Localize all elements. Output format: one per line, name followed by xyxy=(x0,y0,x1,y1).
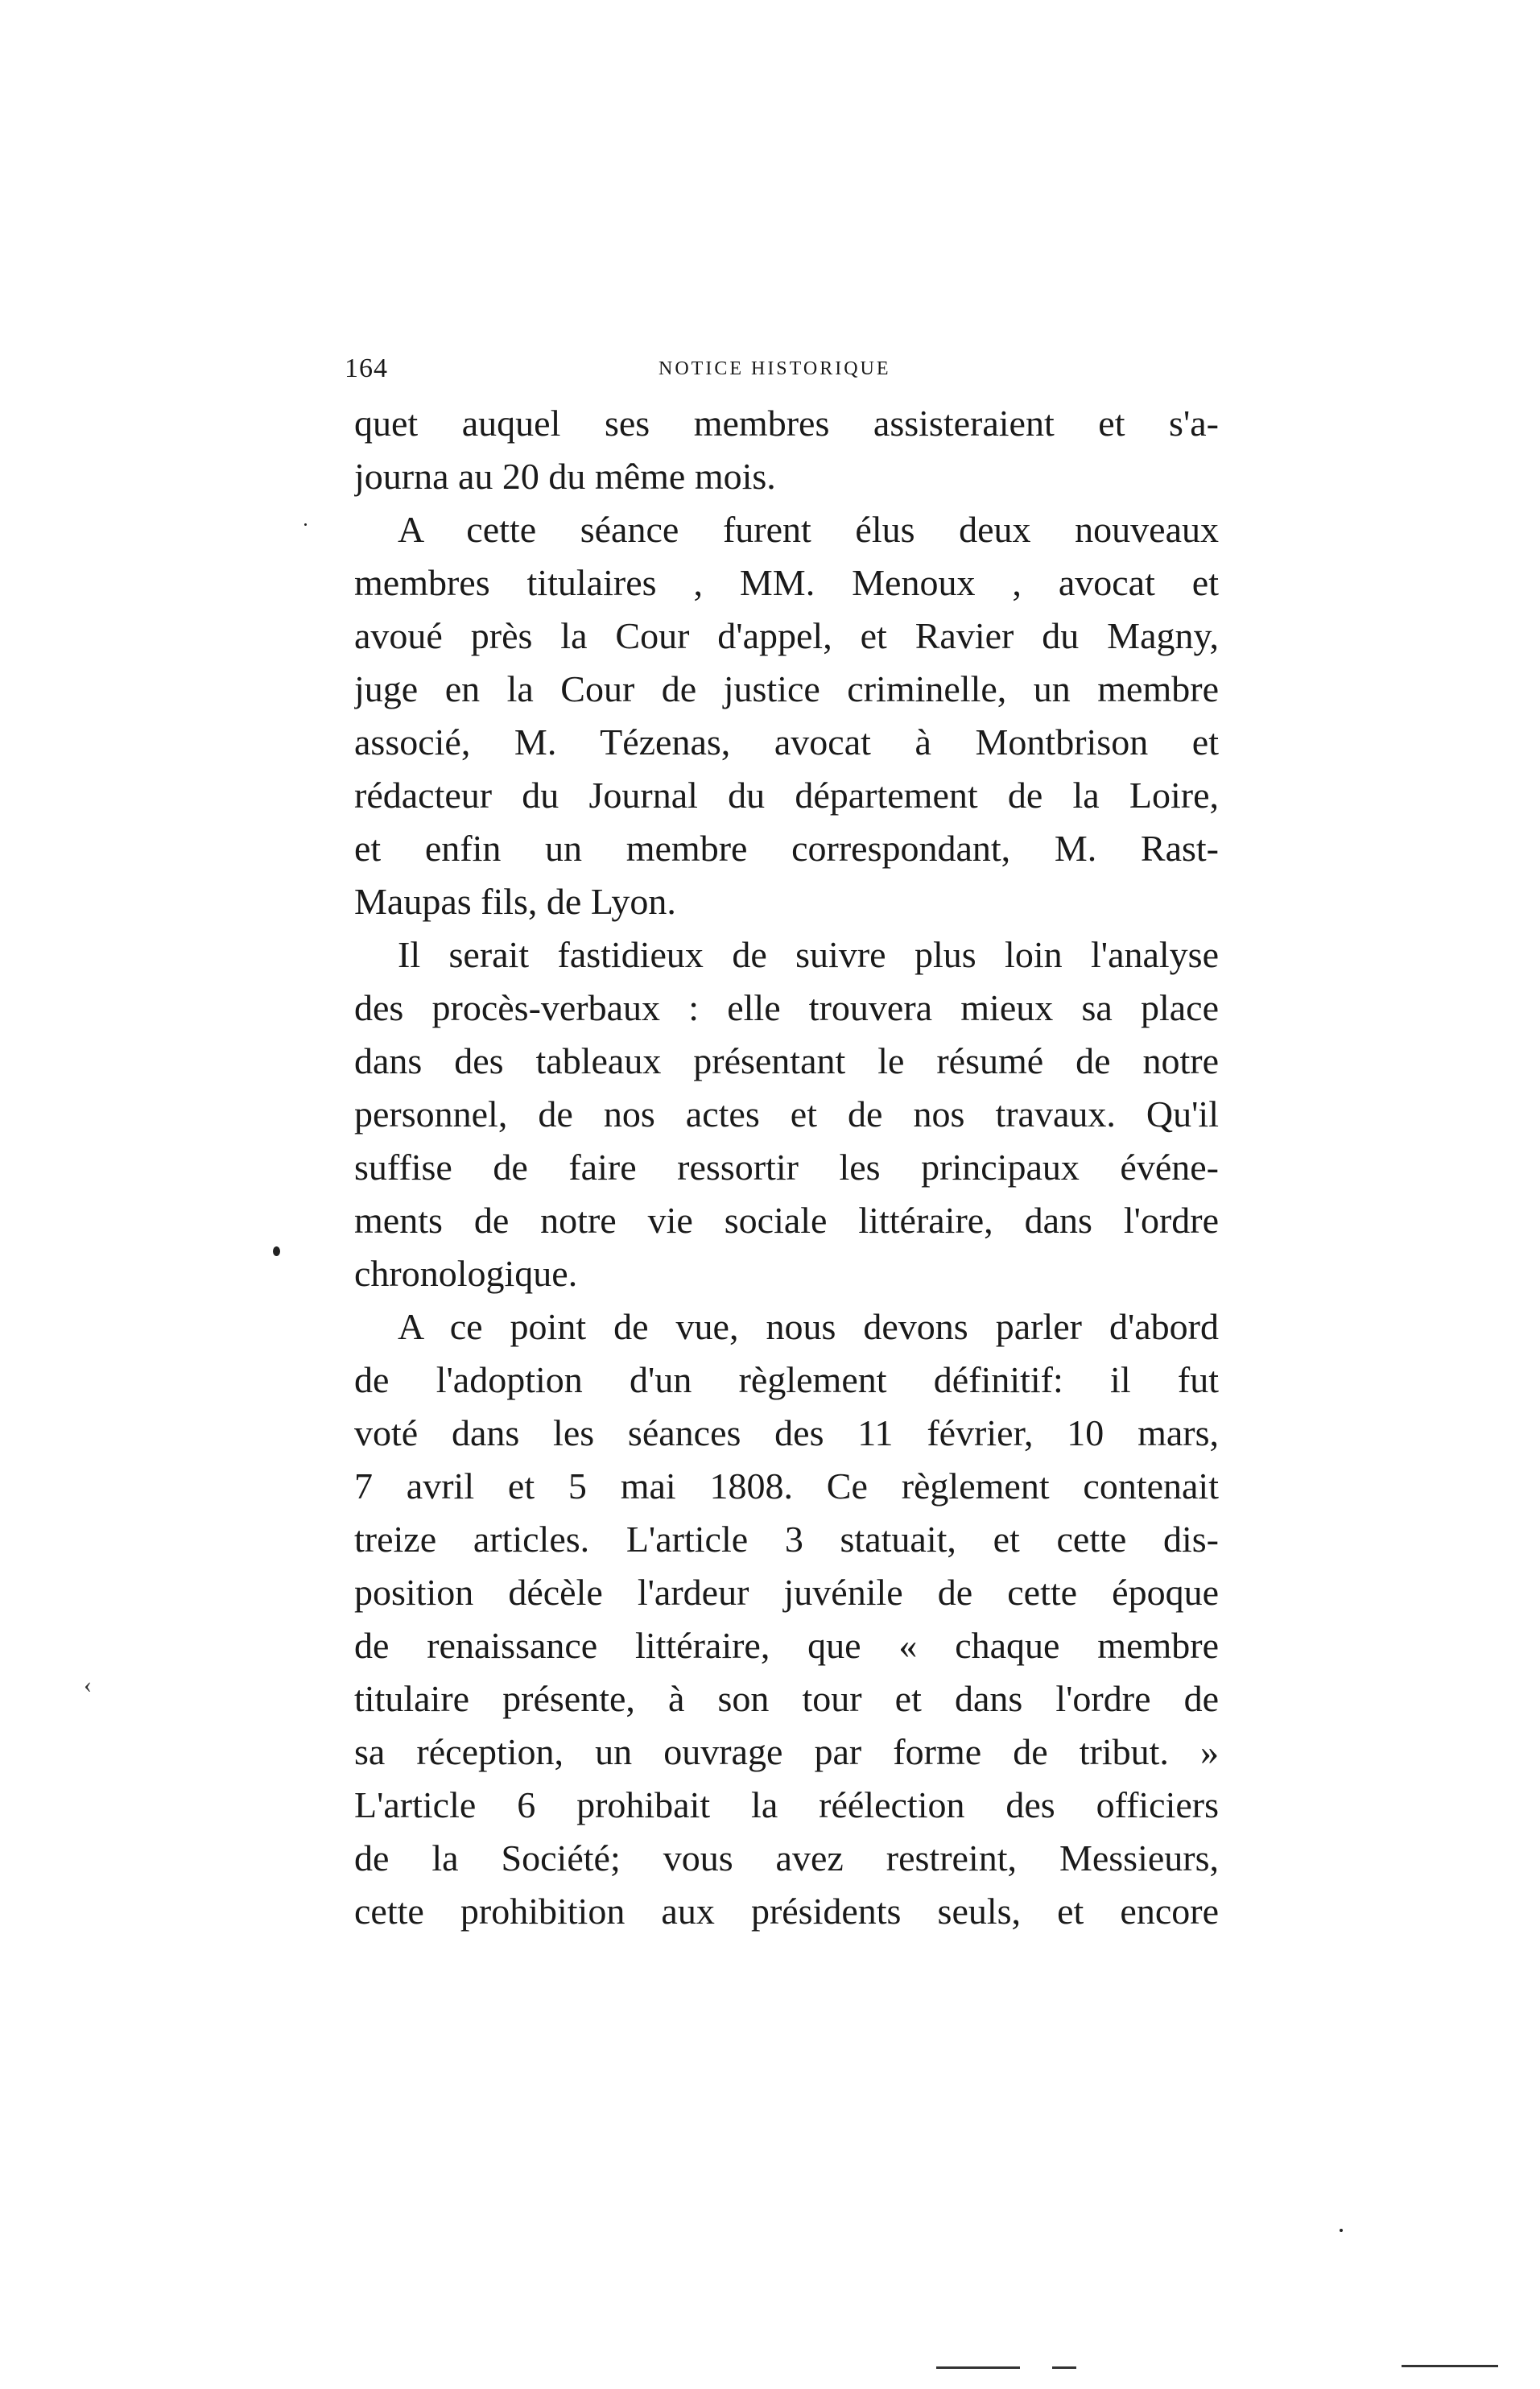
text-line: et enfin un membre correspondant, M. Rast- xyxy=(354,828,1219,869)
text-line: chronologique. xyxy=(354,1253,578,1294)
dust-speck xyxy=(304,523,307,526)
text-line: associé, M. Tézenas, avocat à Montbrison et xyxy=(354,721,1219,763)
text-line: A cette séance furent élus deux nouveaux xyxy=(398,509,1219,550)
text-line: titulaire présente, à son tour et dans l'ordre de xyxy=(354,1678,1219,1719)
text-line: journa au 20 du même mois. xyxy=(354,456,776,497)
text-line: treize articles. L'article 3 statuait, et cette dis- xyxy=(354,1519,1219,1560)
text-line: Maupas fils, de Lyon. xyxy=(354,881,676,922)
text-line: de la Société; vous avez restreint, Messieurs, xyxy=(354,1837,1219,1879)
text-line: personnel, de nos actes et de nos travaux. Qu'il xyxy=(354,1093,1219,1135)
text-line: L'article 6 prohibait la réélection des officiers xyxy=(354,1784,1219,1825)
body-text xyxy=(354,397,1219,1938)
scan-rule xyxy=(1052,2366,1076,2369)
text-line: quet auquel ses membres assisteraient et s'a- xyxy=(354,403,1219,444)
running-title: NOTICE HISTORIQUE xyxy=(659,358,891,379)
text-line: sa réception, un ouvrage par forme de tribut. » xyxy=(354,1731,1219,1772)
text-line: de l'adoption d'un règlement définitif: il fut xyxy=(354,1359,1219,1400)
text-line: rédacteur du Journal du département de la Loire, xyxy=(354,775,1219,816)
scan-rule xyxy=(1402,2365,1498,2367)
text-line: voté dans les séances des 11 février, 10 mars, xyxy=(354,1412,1219,1453)
text-line: avoué près la Cour d'appel, et Ravier du Magny, xyxy=(354,615,1219,656)
text-line: position décèle l'ardeur juvénile de cette époque xyxy=(354,1572,1219,1613)
page-number: 164 xyxy=(345,353,388,383)
dust-speck xyxy=(1340,2229,1343,2232)
text-line: suffise de faire ressortir les principaux événe- xyxy=(354,1147,1219,1188)
text-line: membres titulaires , MM. Menoux , avocat et xyxy=(354,562,1219,603)
text-line: juge en la Cour de justice criminelle, un membre xyxy=(354,668,1219,709)
margin-speck xyxy=(273,1246,280,1256)
scan-rule xyxy=(936,2366,1020,2369)
running-head xyxy=(345,351,1222,386)
text-line: A ce point de vue, nous devons parler d'abord xyxy=(398,1306,1219,1347)
text-line: Il serait fastidieux de suivre plus loin l'analyse xyxy=(398,934,1219,975)
text-line: cette prohibition aux présidents seuls, et encore xyxy=(354,1891,1219,1932)
text-line: ments de notre vie sociale littéraire, dans l'ordre xyxy=(354,1200,1219,1241)
text-line: 7 avril et 5 mai 1808. Ce règlement contenait xyxy=(354,1465,1219,1507)
text-line: de renaissance littéraire, que « chaque membre xyxy=(354,1625,1219,1666)
margin-mark: ‹ xyxy=(84,1672,92,1698)
text-line: des procès-verbaux : elle trouvera mieux sa place xyxy=(354,987,1219,1028)
text-line: dans des tableaux présentant le résumé de notre xyxy=(354,1040,1219,1081)
